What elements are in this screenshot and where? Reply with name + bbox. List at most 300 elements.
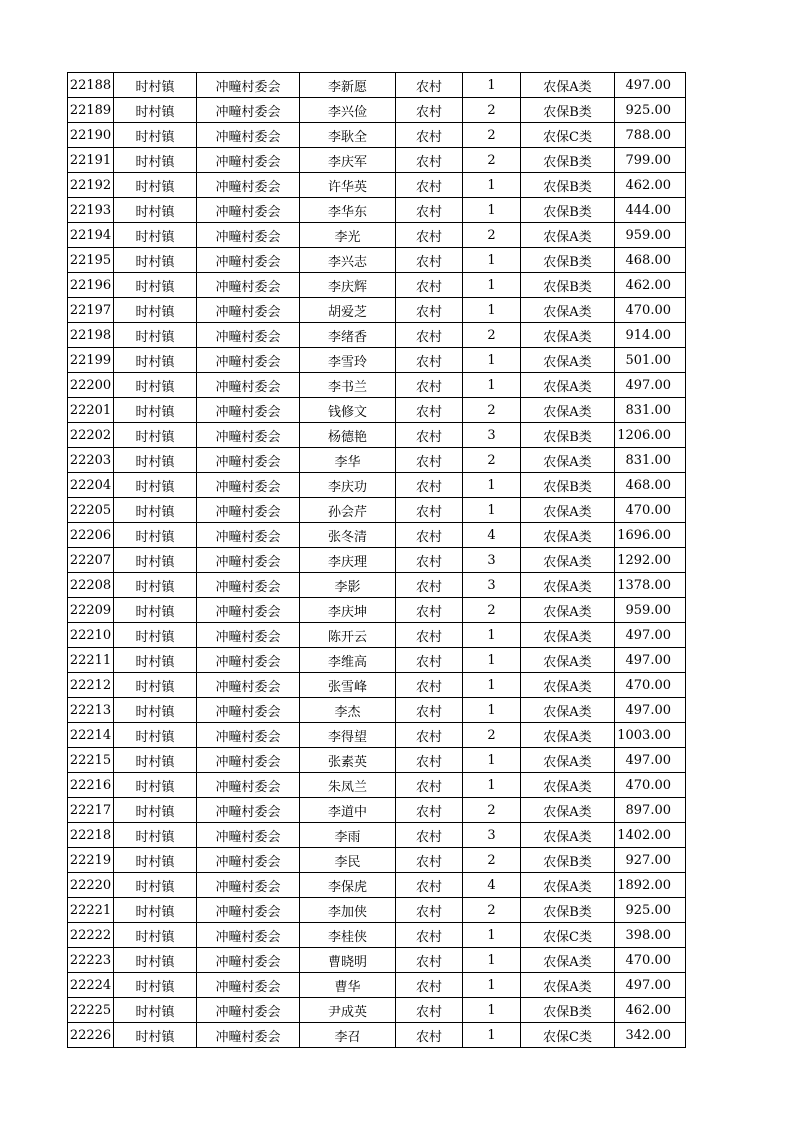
insurance-category-cell: 农保A类 <box>521 648 615 673</box>
town-cell: 时村镇 <box>114 973 197 998</box>
household-count-cell: 1 <box>463 948 521 973</box>
record-id-cell: 22188 <box>68 73 114 98</box>
table-row <box>68 873 686 898</box>
residence-type-cell: 农村 <box>396 898 463 923</box>
amount-cell: 497.00 <box>615 748 686 773</box>
insurance-category-cell: 农保B类 <box>521 423 615 448</box>
record-id-cell: 22196 <box>68 273 114 298</box>
village-committee-cell: 冲疃村委会 <box>197 498 300 523</box>
record-id-cell: 22200 <box>68 373 114 398</box>
table-row <box>68 373 686 398</box>
table-row <box>68 798 686 823</box>
record-id-cell: 22204 <box>68 473 114 498</box>
record-id-cell: 22211 <box>68 648 114 673</box>
name-cell: 李雪玲 <box>300 348 396 373</box>
name-cell: 李华东 <box>300 198 396 223</box>
village-committee-cell: 冲疃村委会 <box>197 573 300 598</box>
record-id-cell: 22203 <box>68 448 114 473</box>
name-cell: 李耿全 <box>300 123 396 148</box>
name-cell: 张冬清 <box>300 523 396 548</box>
household-count-cell: 1 <box>463 698 521 723</box>
town-cell: 时村镇 <box>114 323 197 348</box>
name-cell: 李书兰 <box>300 373 396 398</box>
residence-type-cell: 农村 <box>396 173 463 198</box>
town-cell: 时村镇 <box>114 73 197 98</box>
household-count-cell: 1 <box>463 348 521 373</box>
amount-cell: 959.00 <box>615 223 686 248</box>
town-cell: 时村镇 <box>114 98 197 123</box>
insurance-category-cell: 农保C类 <box>521 123 615 148</box>
residence-type-cell: 农村 <box>396 598 463 623</box>
residence-type-cell: 农村 <box>396 323 463 348</box>
village-committee-cell: 冲疃村委会 <box>197 973 300 998</box>
village-committee-cell: 冲疃村委会 <box>197 423 300 448</box>
village-committee-cell: 冲疃村委会 <box>197 773 300 798</box>
residence-type-cell: 农村 <box>396 573 463 598</box>
town-cell: 时村镇 <box>114 873 197 898</box>
town-cell: 时村镇 <box>114 798 197 823</box>
table-row <box>68 173 686 198</box>
village-committee-cell: 冲疃村委会 <box>197 648 300 673</box>
insurance-category-cell: 农保B类 <box>521 173 615 198</box>
residence-type-cell: 农村 <box>396 298 463 323</box>
residence-type-cell: 农村 <box>396 923 463 948</box>
town-cell: 时村镇 <box>114 298 197 323</box>
name-cell: 李雨 <box>300 823 396 848</box>
household-count-cell: 1 <box>463 998 521 1023</box>
insurance-category-cell: 农保A类 <box>521 773 615 798</box>
residence-type-cell: 农村 <box>396 248 463 273</box>
amount-cell: 925.00 <box>615 898 686 923</box>
household-count-cell: 4 <box>463 873 521 898</box>
record-id-cell: 22212 <box>68 673 114 698</box>
table-row <box>68 98 686 123</box>
name-cell: 张雪峰 <box>300 673 396 698</box>
residence-type-cell: 农村 <box>396 498 463 523</box>
household-count-cell: 1 <box>463 373 521 398</box>
town-cell: 时村镇 <box>114 823 197 848</box>
insurance-category-cell: 农保A类 <box>521 323 615 348</box>
table-row <box>68 348 686 373</box>
record-id-cell: 22210 <box>68 623 114 648</box>
record-id-cell: 22199 <box>68 348 114 373</box>
residence-type-cell: 农村 <box>396 948 463 973</box>
record-id-cell: 22192 <box>68 173 114 198</box>
table-row <box>68 473 686 498</box>
name-cell: 许华英 <box>300 173 396 198</box>
amount-cell: 1292.00 <box>615 548 686 573</box>
household-count-cell: 2 <box>463 898 521 923</box>
insurance-category-cell: 农保B类 <box>521 98 615 123</box>
household-count-cell: 3 <box>463 548 521 573</box>
insurance-category-cell: 农保A类 <box>521 873 615 898</box>
amount-cell: 1378.00 <box>615 573 686 598</box>
village-committee-cell: 冲疃村委会 <box>197 323 300 348</box>
household-count-cell: 2 <box>463 148 521 173</box>
village-committee-cell: 冲疃村委会 <box>197 223 300 248</box>
record-id-cell: 22213 <box>68 698 114 723</box>
household-count-cell: 2 <box>463 123 521 148</box>
amount-cell: 927.00 <box>615 848 686 873</box>
record-id-cell: 22216 <box>68 773 114 798</box>
residence-type-cell: 农村 <box>396 1023 463 1048</box>
village-committee-cell: 冲疃村委会 <box>197 623 300 648</box>
insurance-category-cell: 农保A类 <box>521 723 615 748</box>
amount-cell: 398.00 <box>615 923 686 948</box>
village-committee-cell: 冲疃村委会 <box>197 473 300 498</box>
town-cell: 时村镇 <box>114 898 197 923</box>
table-row <box>68 398 686 423</box>
village-committee-cell: 冲疃村委会 <box>197 673 300 698</box>
town-cell: 时村镇 <box>114 173 197 198</box>
town-cell: 时村镇 <box>114 723 197 748</box>
village-committee-cell: 冲疃村委会 <box>197 173 300 198</box>
amount-cell: 468.00 <box>615 248 686 273</box>
table-row <box>68 123 686 148</box>
insurance-category-cell: 农保A类 <box>521 498 615 523</box>
town-cell: 时村镇 <box>114 573 197 598</box>
residence-type-cell: 农村 <box>396 73 463 98</box>
town-cell: 时村镇 <box>114 273 197 298</box>
town-cell: 时村镇 <box>114 123 197 148</box>
table-row <box>68 673 686 698</box>
insurance-category-cell: 农保B类 <box>521 148 615 173</box>
insurance-category-cell: 农保A类 <box>521 673 615 698</box>
household-count-cell: 1 <box>463 973 521 998</box>
amount-cell: 1696.00 <box>615 523 686 548</box>
village-committee-cell: 冲疃村委会 <box>197 348 300 373</box>
amount-cell: 470.00 <box>615 948 686 973</box>
insurance-category-cell: 农保A类 <box>521 573 615 598</box>
insurance-category-cell: 农保C类 <box>521 1023 615 1048</box>
table-row <box>68 998 686 1023</box>
amount-cell: 462.00 <box>615 173 686 198</box>
name-cell: 李庆坤 <box>300 598 396 623</box>
insurance-category-cell: 农保A类 <box>521 548 615 573</box>
household-count-cell: 1 <box>463 298 521 323</box>
household-count-cell: 1 <box>463 773 521 798</box>
table-row <box>68 573 686 598</box>
name-cell: 李庆理 <box>300 548 396 573</box>
town-cell: 时村镇 <box>114 748 197 773</box>
record-id-cell: 22226 <box>68 1023 114 1048</box>
residence-type-cell: 农村 <box>396 123 463 148</box>
name-cell: 李维高 <box>300 648 396 673</box>
village-committee-cell: 冲疃村委会 <box>197 448 300 473</box>
insurance-category-cell: 农保A类 <box>521 223 615 248</box>
insurance-category-cell: 农保B类 <box>521 473 615 498</box>
village-committee-cell: 冲疃村委会 <box>197 898 300 923</box>
residence-type-cell: 农村 <box>396 373 463 398</box>
name-cell: 李影 <box>300 573 396 598</box>
residence-type-cell: 农村 <box>396 473 463 498</box>
insurance-category-cell: 农保A类 <box>521 698 615 723</box>
town-cell: 时村镇 <box>114 473 197 498</box>
table-row <box>68 923 686 948</box>
village-committee-cell: 冲疃村委会 <box>197 748 300 773</box>
village-committee-cell: 冲疃村委会 <box>197 98 300 123</box>
amount-cell: 497.00 <box>615 973 686 998</box>
amount-cell: 497.00 <box>615 698 686 723</box>
record-id-cell: 22220 <box>68 873 114 898</box>
record-id-cell: 22208 <box>68 573 114 598</box>
village-committee-cell: 冲疃村委会 <box>197 823 300 848</box>
table-row <box>68 623 686 648</box>
record-id-cell: 22217 <box>68 798 114 823</box>
amount-cell: 497.00 <box>615 73 686 98</box>
record-id-cell: 22195 <box>68 248 114 273</box>
town-cell: 时村镇 <box>114 598 197 623</box>
town-cell: 时村镇 <box>114 998 197 1023</box>
household-count-cell: 1 <box>463 1023 521 1048</box>
town-cell: 时村镇 <box>114 448 197 473</box>
name-cell: 孙会芹 <box>300 498 396 523</box>
residence-type-cell: 农村 <box>396 423 463 448</box>
village-committee-cell: 冲疃村委会 <box>197 298 300 323</box>
amount-cell: 470.00 <box>615 773 686 798</box>
household-count-cell: 1 <box>463 498 521 523</box>
name-cell: 李新愿 <box>300 73 396 98</box>
village-committee-cell: 冲疃村委会 <box>197 948 300 973</box>
household-count-cell: 2 <box>463 323 521 348</box>
insurance-category-cell: 农保A类 <box>521 973 615 998</box>
residence-type-cell: 农村 <box>396 448 463 473</box>
village-committee-cell: 冲疃村委会 <box>197 273 300 298</box>
table-row <box>68 773 686 798</box>
insurance-category-cell: 农保C类 <box>521 923 615 948</box>
town-cell: 时村镇 <box>114 548 197 573</box>
household-count-cell: 1 <box>463 648 521 673</box>
village-committee-cell: 冲疃村委会 <box>197 998 300 1023</box>
town-cell: 时村镇 <box>114 348 197 373</box>
town-cell: 时村镇 <box>114 923 197 948</box>
name-cell: 尹成英 <box>300 998 396 1023</box>
insurance-category-cell: 农保A类 <box>521 448 615 473</box>
residence-type-cell: 农村 <box>396 398 463 423</box>
town-cell: 时村镇 <box>114 373 197 398</box>
table-row <box>68 423 686 448</box>
village-committee-cell: 冲疃村委会 <box>197 1023 300 1048</box>
amount-cell: 925.00 <box>615 98 686 123</box>
household-count-cell: 1 <box>463 198 521 223</box>
residence-type-cell: 农村 <box>396 98 463 123</box>
insurance-category-cell: 农保B类 <box>521 998 615 1023</box>
table-row <box>68 898 686 923</box>
insurance-category-cell: 农保A类 <box>521 373 615 398</box>
household-count-cell: 1 <box>463 673 521 698</box>
records-table-body <box>68 73 686 1048</box>
household-count-cell: 1 <box>463 73 521 98</box>
amount-cell: 1003.00 <box>615 723 686 748</box>
table-row <box>68 298 686 323</box>
residence-type-cell: 农村 <box>396 973 463 998</box>
insurance-category-cell: 农保A类 <box>521 598 615 623</box>
amount-cell: 462.00 <box>615 273 686 298</box>
residence-type-cell: 农村 <box>396 798 463 823</box>
residence-type-cell: 农村 <box>396 523 463 548</box>
record-id-cell: 22202 <box>68 423 114 448</box>
amount-cell: 497.00 <box>615 648 686 673</box>
amount-cell: 342.00 <box>615 1023 686 1048</box>
town-cell: 时村镇 <box>114 523 197 548</box>
village-committee-cell: 冲疃村委会 <box>197 798 300 823</box>
amount-cell: 501.00 <box>615 348 686 373</box>
table-row <box>68 548 686 573</box>
town-cell: 时村镇 <box>114 948 197 973</box>
town-cell: 时村镇 <box>114 498 197 523</box>
residence-type-cell: 农村 <box>396 698 463 723</box>
insurance-category-cell: 农保A类 <box>521 798 615 823</box>
record-id-cell: 22222 <box>68 923 114 948</box>
record-id-cell: 22206 <box>68 523 114 548</box>
insurance-category-cell: 农保A类 <box>521 623 615 648</box>
record-id-cell: 22193 <box>68 198 114 223</box>
record-id-cell: 22219 <box>68 848 114 873</box>
amount-cell: 788.00 <box>615 123 686 148</box>
household-count-cell: 2 <box>463 798 521 823</box>
record-id-cell: 22225 <box>68 998 114 1023</box>
village-committee-cell: 冲疃村委会 <box>197 73 300 98</box>
village-committee-cell: 冲疃村委会 <box>197 248 300 273</box>
residence-type-cell: 农村 <box>396 348 463 373</box>
household-count-cell: 2 <box>463 98 521 123</box>
record-id-cell: 22194 <box>68 223 114 248</box>
amount-cell: 470.00 <box>615 673 686 698</box>
household-count-cell: 2 <box>463 223 521 248</box>
household-count-cell: 3 <box>463 423 521 448</box>
village-committee-cell: 冲疃村委会 <box>197 848 300 873</box>
household-count-cell: 2 <box>463 398 521 423</box>
household-count-cell: 2 <box>463 723 521 748</box>
residence-type-cell: 农村 <box>396 748 463 773</box>
name-cell: 李桂侠 <box>300 923 396 948</box>
town-cell: 时村镇 <box>114 198 197 223</box>
name-cell: 李兴志 <box>300 248 396 273</box>
household-count-cell: 3 <box>463 573 521 598</box>
village-committee-cell: 冲疃村委会 <box>197 698 300 723</box>
household-count-cell: 2 <box>463 598 521 623</box>
record-id-cell: 22221 <box>68 898 114 923</box>
residence-type-cell: 农村 <box>396 723 463 748</box>
amount-cell: 468.00 <box>615 473 686 498</box>
household-count-cell: 1 <box>463 748 521 773</box>
household-count-cell: 1 <box>463 623 521 648</box>
table-row <box>68 948 686 973</box>
residence-type-cell: 农村 <box>396 848 463 873</box>
insurance-category-cell: 农保A类 <box>521 348 615 373</box>
insurance-category-cell: 农保A类 <box>521 523 615 548</box>
village-committee-cell: 冲疃村委会 <box>197 723 300 748</box>
table-row <box>68 748 686 773</box>
insurance-category-cell: 农保A类 <box>521 748 615 773</box>
village-committee-cell: 冲疃村委会 <box>197 148 300 173</box>
village-committee-cell: 冲疃村委会 <box>197 198 300 223</box>
residence-type-cell: 农村 <box>396 773 463 798</box>
table-row <box>68 198 686 223</box>
name-cell: 李民 <box>300 848 396 873</box>
village-committee-cell: 冲疃村委会 <box>197 923 300 948</box>
amount-cell: 914.00 <box>615 323 686 348</box>
amount-cell: 470.00 <box>615 498 686 523</box>
residence-type-cell: 农村 <box>396 873 463 898</box>
name-cell: 李保虎 <box>300 873 396 898</box>
name-cell: 李绪香 <box>300 323 396 348</box>
name-cell: 张素英 <box>300 748 396 773</box>
household-count-cell: 1 <box>463 473 521 498</box>
household-count-cell: 3 <box>463 823 521 848</box>
table-row <box>68 848 686 873</box>
table-row <box>68 823 686 848</box>
town-cell: 时村镇 <box>114 248 197 273</box>
insurance-category-cell: 农保A类 <box>521 73 615 98</box>
amount-cell: 831.00 <box>615 398 686 423</box>
record-id-cell: 22201 <box>68 398 114 423</box>
table-row <box>68 248 686 273</box>
household-count-cell: 2 <box>463 848 521 873</box>
name-cell: 李杰 <box>300 698 396 723</box>
record-id-cell: 22223 <box>68 948 114 973</box>
town-cell: 时村镇 <box>114 423 197 448</box>
town-cell: 时村镇 <box>114 673 197 698</box>
name-cell: 李庆军 <box>300 148 396 173</box>
table-row <box>68 598 686 623</box>
name-cell: 李华 <box>300 448 396 473</box>
village-committee-cell: 冲疃村委会 <box>197 598 300 623</box>
residence-type-cell: 农村 <box>396 273 463 298</box>
amount-cell: 462.00 <box>615 998 686 1023</box>
insurance-category-cell: 农保B类 <box>521 198 615 223</box>
amount-cell: 470.00 <box>615 298 686 323</box>
table-row <box>68 648 686 673</box>
household-count-cell: 1 <box>463 248 521 273</box>
record-id-cell: 22190 <box>68 123 114 148</box>
town-cell: 时村镇 <box>114 848 197 873</box>
amount-cell: 1206.00 <box>615 423 686 448</box>
name-cell: 胡爱芝 <box>300 298 396 323</box>
residence-type-cell: 农村 <box>396 998 463 1023</box>
table-row <box>68 498 686 523</box>
name-cell: 李兴俭 <box>300 98 396 123</box>
name-cell: 李光 <box>300 223 396 248</box>
insurance-category-cell: 农保A类 <box>521 948 615 973</box>
residence-type-cell: 农村 <box>396 648 463 673</box>
name-cell: 朱凤兰 <box>300 773 396 798</box>
village-committee-cell: 冲疃村委会 <box>197 873 300 898</box>
insurance-category-cell: 农保B类 <box>521 248 615 273</box>
town-cell: 时村镇 <box>114 773 197 798</box>
name-cell: 李道中 <box>300 798 396 823</box>
amount-cell: 831.00 <box>615 448 686 473</box>
insurance-category-cell: 农保B类 <box>521 273 615 298</box>
record-id-cell: 22207 <box>68 548 114 573</box>
amount-cell: 497.00 <box>615 623 686 648</box>
table-row <box>68 223 686 248</box>
insurance-category-cell: 农保B类 <box>521 848 615 873</box>
name-cell: 李庆功 <box>300 473 396 498</box>
record-id-cell: 22191 <box>68 148 114 173</box>
record-id-cell: 22197 <box>68 298 114 323</box>
name-cell: 钱修文 <box>300 398 396 423</box>
village-committee-cell: 冲疃村委会 <box>197 548 300 573</box>
table-row <box>68 973 686 998</box>
record-id-cell: 22214 <box>68 723 114 748</box>
household-count-cell: 2 <box>463 448 521 473</box>
town-cell: 时村镇 <box>114 1023 197 1048</box>
town-cell: 时村镇 <box>114 223 197 248</box>
town-cell: 时村镇 <box>114 398 197 423</box>
records-table <box>67 72 686 1048</box>
town-cell: 时村镇 <box>114 648 197 673</box>
